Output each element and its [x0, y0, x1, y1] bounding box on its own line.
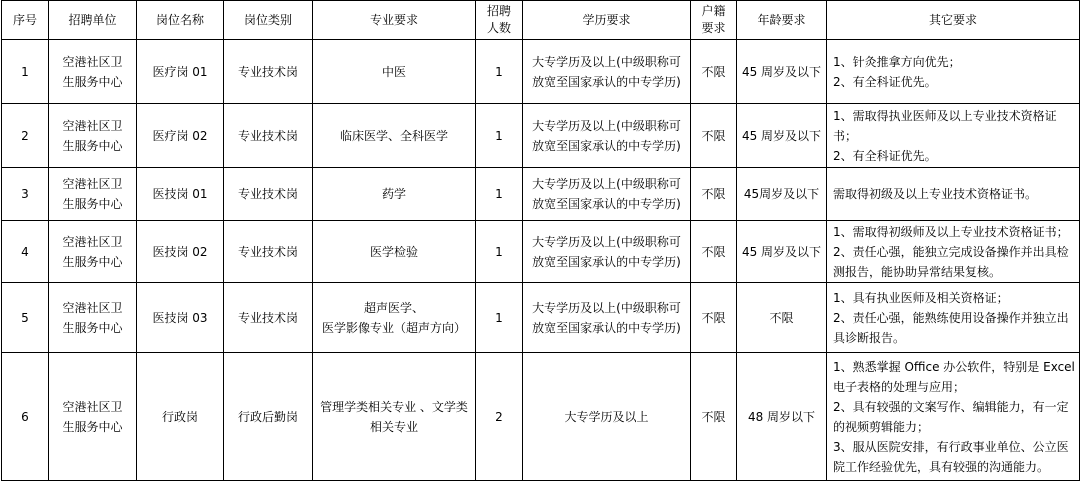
- cell-unit-line: 生服务中心: [62, 197, 123, 211]
- cell-other-line: 书；: [833, 128, 858, 143]
- cell-education: [523, 104, 691, 168]
- cell-education-line: 大专学历及以上(中级职称可: [532, 54, 681, 69]
- header-post: 岗位名称: [137, 1, 224, 40]
- cell-unit: [49, 104, 137, 168]
- cell-education: [523, 168, 691, 221]
- cell-other: [827, 40, 1080, 104]
- cell-other-line: 测报告，能协助异常结果复核。: [833, 264, 1002, 279]
- cell-major: [313, 168, 476, 221]
- cell-no: 5: [2, 283, 49, 353]
- cell-no: 1: [2, 40, 49, 104]
- cell-count: 2: [476, 353, 523, 481]
- cell-unit-line: 空港社区卫: [62, 399, 123, 414]
- header-age: 年龄要求: [737, 1, 827, 40]
- cell-category: 专业技术岗: [224, 40, 313, 104]
- cell-major-line: 医学检验: [369, 244, 418, 259]
- cell-other-line: 具诊断报告。: [833, 330, 906, 345]
- cell-other-line: 1、需取得初级师及以上专业技术资格证书；: [833, 224, 1069, 239]
- cell-major: [313, 104, 476, 168]
- header-row: [2, 1, 1080, 40]
- cell-other-line: 电子表格的处理与应用；: [833, 379, 966, 394]
- cell-other-line: 2、有全科证优先。: [833, 74, 937, 89]
- cell-other: [827, 104, 1080, 168]
- cell-no: 4: [2, 221, 49, 283]
- cell-hukou: 不限: [691, 221, 737, 283]
- cell-major: [313, 40, 476, 104]
- table-row: [2, 168, 1080, 221]
- cell-other-line: 1、具有执业医师及相关资格证；: [833, 290, 1009, 305]
- header-no: 序号: [2, 1, 49, 40]
- cell-unit-line: 空港社区卫: [62, 118, 123, 133]
- cell-other-line: 1、针灸推拿方向优先；: [833, 54, 961, 69]
- cell-other-line: 2、具有较强的文案写作、编辑能力，有一定: [833, 399, 1069, 414]
- cell-post: 医技岗 02: [137, 221, 224, 283]
- cell-unit-line: 生服务中心: [62, 419, 123, 434]
- cell-post: 医疗岗 01: [137, 40, 224, 104]
- cell-education: [523, 353, 691, 481]
- cell-count: 1: [476, 168, 523, 221]
- cell-other-line: 1、需取得执业医师及以上专业技术资格证: [833, 108, 1057, 123]
- cell-education-line: 放宽至国家承认的中专学历): [532, 74, 681, 89]
- cell-unit: [49, 40, 137, 104]
- header-category: 岗位类别: [224, 1, 313, 40]
- cell-other-line: 院工作经验优先，具有较强的沟通能力。: [833, 459, 1050, 474]
- cell-age: 48 周岁以下: [737, 353, 827, 481]
- cell-unit: [49, 283, 137, 353]
- cell-education-line: 大专学历及以上(中级职称可: [532, 118, 681, 133]
- cell-other: [827, 221, 1080, 283]
- cell-major: [313, 353, 476, 481]
- cell-other-line: 2、有全科证优先。: [833, 148, 937, 163]
- cell-count: 1: [476, 104, 523, 168]
- cell-post: 行政岗: [137, 353, 224, 481]
- cell-hukou: 不限: [691, 40, 737, 104]
- cell-category: 专业技术岗: [224, 104, 313, 168]
- header-other: 其它要求: [827, 1, 1080, 40]
- cell-education-line: 大专学历及以上: [564, 409, 649, 424]
- cell-count: 1: [476, 40, 523, 104]
- cell-hukou: 不限: [691, 104, 737, 168]
- cell-post: 医技岗 03: [137, 283, 224, 353]
- cell-unit: [49, 168, 137, 221]
- cell-hukou: 不限: [691, 283, 737, 353]
- cell-unit: [49, 353, 137, 481]
- header-count: 招聘人数: [476, 1, 523, 40]
- cell-category: 专业技术岗: [224, 221, 313, 283]
- cell-count: 1: [476, 283, 523, 353]
- cell-major-line: 相关专业: [369, 419, 418, 434]
- cell-education-line: 放宽至国家承认的中专学历): [532, 254, 681, 269]
- cell-education-line: 大专学历及以上(中级职称可: [532, 234, 681, 249]
- cell-unit-line: 空港社区卫: [62, 177, 123, 191]
- cell-major-line: 管理学类相关专业 、文学类: [320, 399, 468, 414]
- header-unit: 招聘单位: [49, 1, 137, 40]
- cell-major: [313, 283, 476, 353]
- cell-other: [827, 353, 1080, 481]
- cell-unit-line: 生服务中心: [62, 254, 123, 269]
- cell-major-line: 中医: [381, 64, 406, 79]
- cell-education: [523, 283, 691, 353]
- cell-hukou: 不限: [691, 353, 737, 481]
- table-row: [2, 40, 1080, 104]
- cell-other: [827, 283, 1080, 353]
- cell-unit-line: 空港社区卫: [62, 54, 123, 69]
- cell-education-line: 放宽至国家承认的中专学历): [532, 138, 681, 153]
- cell-category: 专业技术岗: [224, 283, 313, 353]
- cell-no: 2: [2, 104, 49, 168]
- cell-unit-line: 空港社区卫: [62, 300, 123, 315]
- cell-no: 3: [2, 168, 49, 221]
- table-row: [2, 283, 1080, 353]
- cell-age: 45 周岁及以下: [737, 40, 827, 104]
- header-major: 专业要求: [313, 1, 476, 40]
- cell-education-line: 大专学历及以上(中级职称可: [532, 177, 681, 191]
- cell-major-line: 临床医学、全科医学: [339, 128, 448, 143]
- cell-other-line: 3、服从医院安排，有行政事业单位、公立医: [833, 439, 1069, 454]
- cell-major: [313, 221, 476, 283]
- cell-no: 6: [2, 353, 49, 481]
- cell-other-line: 1、熟悉掌握 Office 办公软件，特别是 Excel: [833, 359, 1075, 374]
- cell-other-line: 需取得初级及以上专业技术资格证书。: [833, 187, 1038, 201]
- cell-education-line: 放宽至国家承认的中专学历): [532, 320, 681, 335]
- cell-education: [523, 40, 691, 104]
- cell-other-line: 2、责任心强，能独立完成设备操作并出具检: [833, 244, 1069, 259]
- cell-post: 医技岗 01: [137, 168, 224, 221]
- cell-unit-line: 生服务中心: [62, 138, 123, 153]
- cell-unit: [49, 221, 137, 283]
- cell-major-line: 医学影像专业（超声方向）: [321, 320, 466, 335]
- cell-education-line: 大专学历及以上(中级职称可: [532, 300, 681, 315]
- cell-hukou: 不限: [691, 168, 737, 221]
- cell-major-line: 药学: [381, 187, 406, 201]
- header-education: 学历要求: [523, 1, 691, 40]
- cell-age: 不限: [737, 283, 827, 353]
- cell-post: 医疗岗 02: [137, 104, 224, 168]
- table-row: [2, 221, 1080, 283]
- cell-other-line: 的视频剪辑能力；: [833, 419, 930, 434]
- cell-count: 1: [476, 221, 523, 283]
- cell-unit-line: 空港社区卫: [62, 234, 123, 249]
- cell-unit-line: 生服务中心: [62, 320, 123, 335]
- cell-major-line: 超声医学、: [363, 300, 424, 315]
- cell-other: [827, 168, 1080, 221]
- cell-education-line: 放宽至国家承认的中专学历): [532, 197, 681, 211]
- cell-education: [523, 221, 691, 283]
- table-row: [2, 104, 1080, 168]
- recruitment-table: [1, 0, 1080, 481]
- cell-other-line: 2、责任心强，能熟练使用设备操作并独立出: [833, 310, 1069, 325]
- cell-age: 45周岁及以下: [737, 168, 827, 221]
- cell-age: 45 周岁及以下: [737, 221, 827, 283]
- cell-unit-line: 生服务中心: [62, 74, 123, 89]
- header-hukou: 户籍要求: [691, 1, 737, 40]
- cell-category: 行政后勤岗: [224, 353, 313, 481]
- cell-age: 45 周岁及以下: [737, 104, 827, 168]
- table-row: [2, 353, 1080, 481]
- cell-category: 专业技术岗: [224, 168, 313, 221]
